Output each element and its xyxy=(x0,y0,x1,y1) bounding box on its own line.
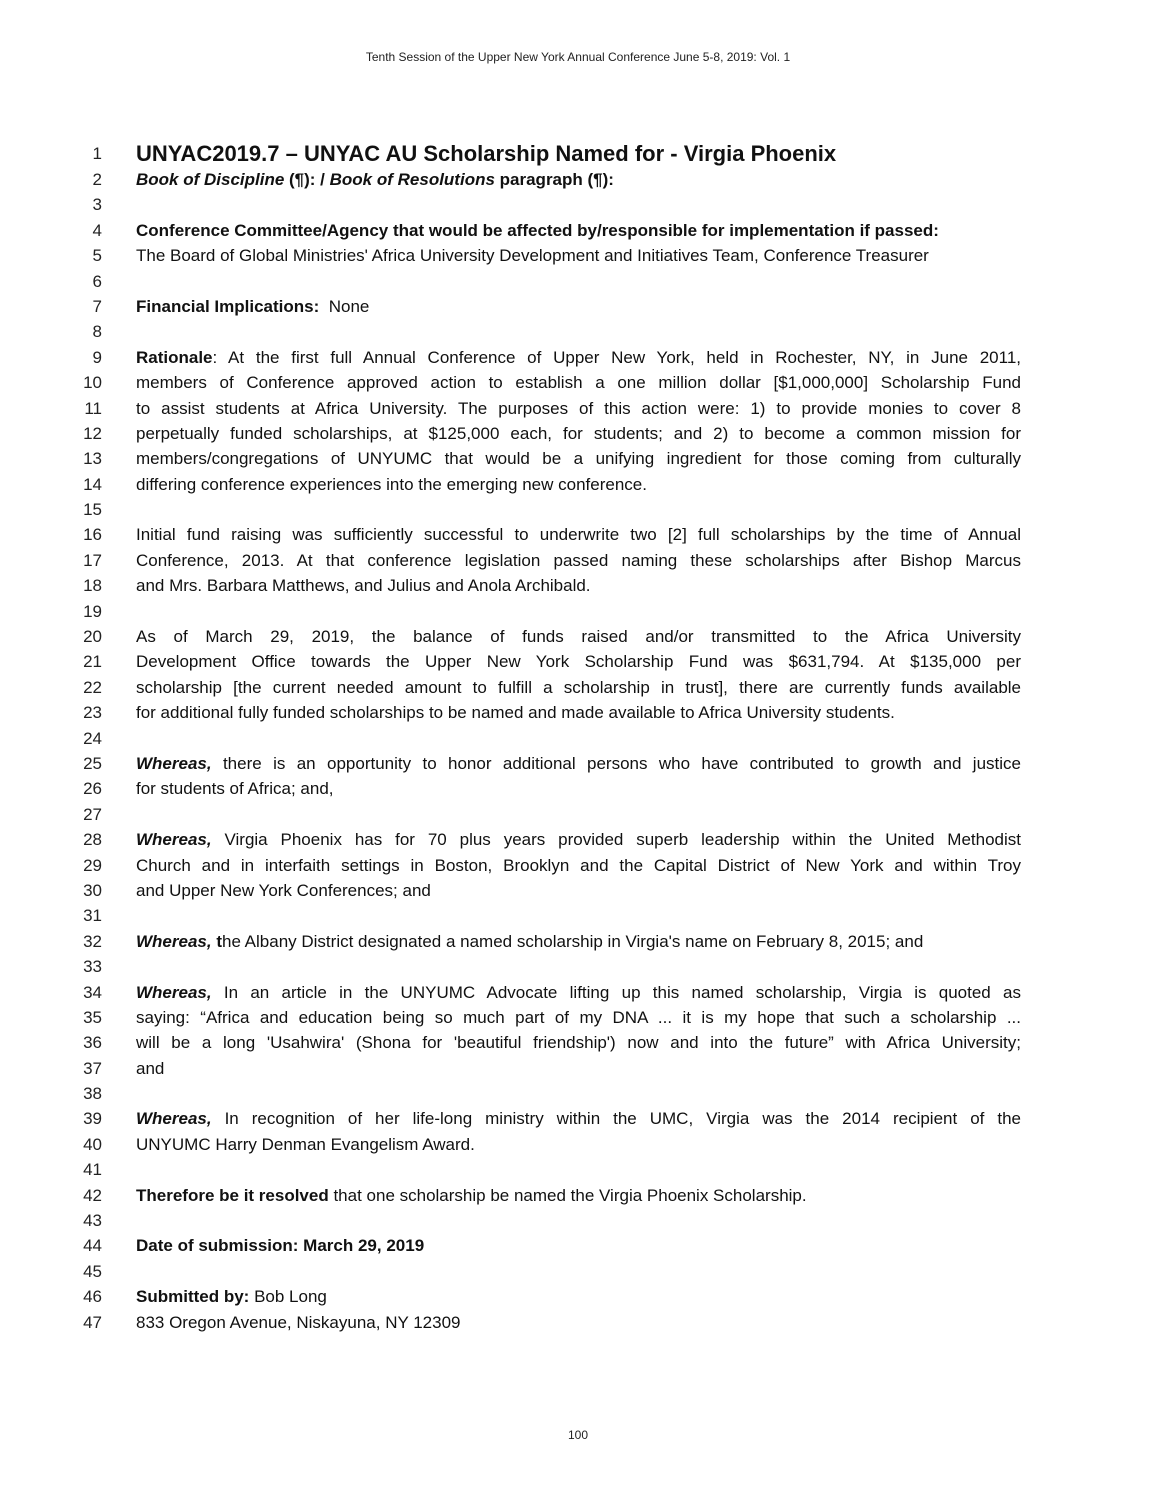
book-of-resolutions-label: Book of Resolutions xyxy=(329,170,495,189)
line-number: 17 xyxy=(83,550,102,570)
line-number: 1 xyxy=(92,144,102,163)
line-number: 45 xyxy=(83,1261,102,1281)
line-44 xyxy=(0,1233,1156,1258)
submitted-by-label: Submitted by: xyxy=(136,1287,250,1307)
balance-line: Development Office towards the Upper New York Scholarship Fund was $631,794. At $135,000 per xyxy=(136,652,1021,672)
line-number: 14 xyxy=(83,474,102,494)
line-number: 26 xyxy=(83,779,102,799)
line-number: 46 xyxy=(83,1287,102,1307)
rationale-line: perpetually funded scholarships, at $125,000 each, for students; and 2) to become a common mission for xyxy=(136,423,1021,443)
rationale-line: members of Conference approved action to establish a one million dollar [$1,000,000] Scholarship Fund xyxy=(136,373,1021,393)
line-number: 13 xyxy=(83,449,102,469)
line-number: 11 xyxy=(84,398,102,418)
line-38 xyxy=(0,1081,1156,1106)
line-number: 33 xyxy=(83,957,102,977)
balance-line: for additional fully funded scholarships to be named and made available to Africa University students. xyxy=(136,703,895,723)
line-number: 30 xyxy=(83,880,102,900)
line-number: 19 xyxy=(83,601,102,621)
submitted-by xyxy=(136,1284,1021,1309)
line-42 xyxy=(0,1183,1156,1208)
line-25 xyxy=(0,751,1156,776)
line-33 xyxy=(0,954,1156,979)
whereas-text: In recognition of her life-long ministry within the UMC, Virgia was the 2014 recipient of the xyxy=(211,1109,1021,1129)
line-number: 3 xyxy=(92,195,102,215)
balance-line: As of March 29, 2019, the balance of funds raised and/or transmitted to the Africa University xyxy=(136,627,1021,647)
resolution xyxy=(136,1183,1021,1208)
line-number: 12 xyxy=(83,423,102,443)
line-43 xyxy=(0,1208,1156,1233)
line-35 xyxy=(0,1005,1156,1030)
line-28 xyxy=(0,827,1156,852)
whereas-clause-line: will be a long 'Usahwira' (Shona for 'beautiful friendship') now and into the future” with Africa University; xyxy=(136,1033,1021,1053)
line-40 xyxy=(0,1132,1156,1157)
committee-label: Conference Committee/Agency that would be affected by/responsible for implementation if passed: xyxy=(136,220,939,240)
line-number: 16 xyxy=(83,525,102,545)
line-5 xyxy=(0,243,1156,268)
line-32 xyxy=(0,929,1156,954)
line-number: 41 xyxy=(83,1160,102,1180)
whereas-label: Whereas, xyxy=(136,982,212,1002)
discipline-reference xyxy=(136,167,1021,192)
document-body xyxy=(0,140,1156,1335)
whereas-clause-line xyxy=(136,929,1021,954)
whereas-clause-line xyxy=(136,980,1021,1005)
line-number: 6 xyxy=(92,271,102,291)
submitter-address: 833 Oregon Avenue, Niskayuna, NY 12309 xyxy=(136,1312,461,1332)
line-number: 36 xyxy=(83,1033,102,1053)
whereas-clause-line: UNYUMC Harry Denman Evangelism Award. xyxy=(136,1134,475,1154)
whereas-text: he Albany District designated a named scholarship in Virgia's name on February 8, 2015; and xyxy=(221,931,924,951)
whereas-clause-line: saying: “Africa and education being so much part of my DNA ... it is my hope that such a scholarship ... xyxy=(136,1007,1021,1027)
line-number: 18 xyxy=(83,576,102,596)
committee-value: The Board of Global Ministries' Africa University Development and Initiatives Team, Conference Treasurer xyxy=(136,246,929,266)
whereas-text: In an article in the UNYUMC Advocate lifting up this named scholarship, Virgia is quoted as xyxy=(211,982,1021,1002)
line-18 xyxy=(0,573,1156,598)
line-number: 15 xyxy=(83,500,102,520)
resolved-text: that one scholarship be named the Virgia Phoenix Scholarship. xyxy=(328,1185,807,1205)
financial-value: None xyxy=(319,296,370,316)
whereas-clause-line: Church and in interfaith settings in Boston, Brooklyn and the Capital District of New York and within Troy xyxy=(136,855,1021,875)
whereas-bold-letter: t xyxy=(211,931,222,951)
whereas-text: Virgia Phoenix has for 70 plus years provided superb leadership within the United Methodist xyxy=(211,830,1021,850)
line-number: 44 xyxy=(83,1236,102,1256)
line-number: 4 xyxy=(92,220,102,240)
line-3 xyxy=(0,192,1156,217)
rationale-line: members/congregations of UNYUMC that would be a unifying ingredient for those coming from culturally xyxy=(136,449,1021,469)
rationale-line: to assist students at Africa University. The purposes of this action were: 1) to provide monies to cover 8 xyxy=(136,398,1021,418)
financial-label: Financial Implications: xyxy=(136,296,320,316)
whereas-clause-line: for students of Africa; and, xyxy=(136,779,334,799)
line-22 xyxy=(0,675,1156,700)
whereas-text: there is an opportunity to honor additional persons who have contributed to growth and justice xyxy=(211,753,1021,773)
line-number: 21 xyxy=(83,652,102,672)
line-11 xyxy=(0,396,1156,421)
line-number: 27 xyxy=(83,804,102,824)
line-number: 5 xyxy=(92,246,102,266)
line-7 xyxy=(0,294,1156,319)
line-8 xyxy=(0,319,1156,344)
line-4 xyxy=(0,218,1156,243)
line-6 xyxy=(0,269,1156,294)
rationale-line xyxy=(136,345,1021,370)
line-31 xyxy=(0,903,1156,928)
line-number: 35 xyxy=(83,1007,102,1027)
whereas-clause-line xyxy=(136,1106,1021,1131)
line-24 xyxy=(0,726,1156,751)
whereas-label: Whereas, xyxy=(136,931,212,951)
line-34 xyxy=(0,980,1156,1005)
line-21 xyxy=(0,649,1156,674)
line-9 xyxy=(0,345,1156,370)
line-26 xyxy=(0,776,1156,801)
line-37 xyxy=(0,1056,1156,1081)
balance-line: scholarship [the current needed amount to fulfill a scholarship in trust], there are currently funds available xyxy=(136,677,1021,697)
whereas-label: Whereas, xyxy=(136,830,212,850)
line-23 xyxy=(0,700,1156,725)
line-39 xyxy=(0,1106,1156,1131)
line-number: 43 xyxy=(83,1211,102,1231)
line-number: 40 xyxy=(83,1134,102,1154)
whereas-clause-line: and Upper New York Conferences; and xyxy=(136,880,431,900)
line-number: 20 xyxy=(83,627,102,647)
line-45 xyxy=(0,1259,1156,1284)
line-19 xyxy=(0,599,1156,624)
line-number: 47 xyxy=(83,1312,102,1332)
line-29 xyxy=(0,853,1156,878)
line-13 xyxy=(0,446,1156,471)
line-16 xyxy=(0,522,1156,547)
rationale-label: Rationale xyxy=(136,347,213,367)
page-number: 100 xyxy=(567,1428,589,1442)
rationale-text: : At the first full Annual Conference of Upper New York, held in Rochester, NY, in June 2011, xyxy=(212,347,1021,367)
submitted-by-name: Bob Long xyxy=(249,1287,327,1307)
fund-raising-line: and Mrs. Barbara Matthews, and Julius and Anola Archibald. xyxy=(136,576,591,596)
line-36 xyxy=(0,1030,1156,1055)
line-number: 37 xyxy=(83,1058,102,1078)
line-1 xyxy=(0,140,1156,167)
fund-raising-line: Conference, 2013. At that conference legislation passed naming these scholarships after Bishop Marcus xyxy=(136,550,1021,570)
line-2 xyxy=(0,167,1156,192)
line-number: 42 xyxy=(83,1185,102,1205)
fund-raising-line: Initial fund raising was sufficiently successful to underwrite two [2] full scholarships by the time of Annual xyxy=(136,525,1021,545)
financial-implications xyxy=(136,294,1021,319)
line-number: 24 xyxy=(83,728,102,748)
resolved-label: Therefore be it resolved xyxy=(136,1185,329,1205)
line-14 xyxy=(0,472,1156,497)
whereas-label: Whereas, xyxy=(136,753,212,773)
whereas-clause-line xyxy=(136,827,1021,852)
whereas-clause-line: and xyxy=(136,1058,165,1078)
book-of-discipline-label: Book of Discipline xyxy=(136,170,285,189)
line-47 xyxy=(0,1310,1156,1335)
line-number: 10 xyxy=(83,373,102,393)
whereas-label: Whereas, xyxy=(136,1109,212,1129)
line-20 xyxy=(0,624,1156,649)
pilcrow-separator: (¶): / xyxy=(284,170,330,189)
line-number: 28 xyxy=(83,830,102,850)
submission-date: Date of submission: March 29, 2019 xyxy=(136,1236,425,1256)
line-27 xyxy=(0,802,1156,827)
line-number: 23 xyxy=(83,703,102,723)
line-number: 25 xyxy=(83,753,102,773)
running-header: Tenth Session of the Upper New York Annual Conference June 5-8, 2019: Vol. 1 xyxy=(365,50,791,64)
line-number: 22 xyxy=(83,677,102,697)
line-number: 34 xyxy=(83,982,102,1002)
whereas-clause-line xyxy=(136,751,1021,776)
line-number: 32 xyxy=(83,931,102,951)
line-number: 2 xyxy=(92,170,102,189)
line-number: 9 xyxy=(92,347,102,367)
line-number: 29 xyxy=(83,855,102,875)
line-17 xyxy=(0,548,1156,573)
line-12 xyxy=(0,421,1156,446)
line-number: 31 xyxy=(83,906,102,926)
line-number: 8 xyxy=(92,322,102,342)
line-number: 38 xyxy=(83,1084,102,1104)
rationale-line: differing conference experiences into the emerging new conference. xyxy=(136,474,647,494)
line-30 xyxy=(0,878,1156,903)
line-10 xyxy=(0,370,1156,395)
line-number: 39 xyxy=(83,1109,102,1129)
line-46 xyxy=(0,1284,1156,1309)
document-title: UNYAC2019.7 – UNYAC AU Scholarship Named for - Virgia Phoenix xyxy=(136,141,837,166)
line-41 xyxy=(0,1157,1156,1182)
paragraph-suffix: paragraph (¶): xyxy=(494,170,614,189)
line-number: 7 xyxy=(92,296,102,316)
line-15 xyxy=(0,497,1156,522)
